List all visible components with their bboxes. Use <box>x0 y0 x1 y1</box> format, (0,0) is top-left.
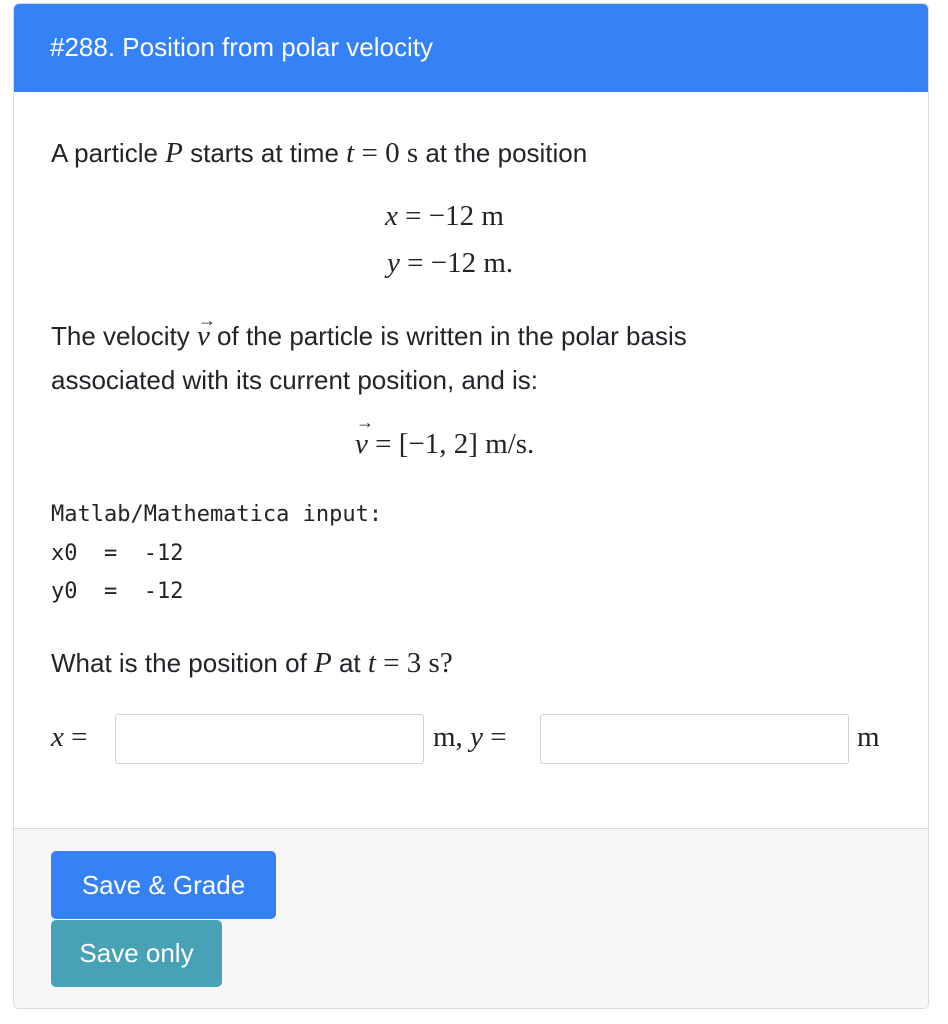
velocity-text-line-2: associated with its current position, and is: <box>51 365 539 395</box>
intro-sentence <box>51 131 587 175</box>
ask-particle-symbol: P <box>314 647 332 679</box>
y-variable: y <box>387 247 400 279</box>
intro-mid-text: starts at time <box>182 138 347 168</box>
y-position-equation <box>387 247 513 280</box>
particle-symbol: P <box>165 137 183 169</box>
ask-time-variable: t <box>367 647 376 679</box>
question-body <box>14 92 928 828</box>
velocity-text-end: of the particle is written in the polar basis <box>209 321 687 351</box>
answer-y-equals: = <box>482 721 507 753</box>
x-position-equation <box>385 200 504 233</box>
x-variable: x <box>385 200 398 232</box>
time-equation: = 0 s <box>354 137 419 169</box>
velocity-equation-value: = [−1, 2] m/s. <box>367 428 535 460</box>
velocity-text-start: The velocity <box>51 321 197 351</box>
question-prompt <box>51 641 453 685</box>
card-header <box>14 4 928 92</box>
save-only-button[interactable]: Save only <box>51 920 222 987</box>
velocity-equation <box>355 428 534 461</box>
code-x0: x0 = -12 <box>51 541 184 566</box>
answer-y-label <box>433 721 507 754</box>
y-equation-value: = −12 m. <box>399 247 514 279</box>
code-header: Matlab/Mathematica input: <box>51 502 383 527</box>
ask-text-mid: at <box>331 648 368 678</box>
intro-end-text: at the position <box>418 138 588 168</box>
question-card <box>13 3 929 1009</box>
x-equation-value: = −12 m <box>397 200 504 232</box>
answer-x-unit: m, <box>433 721 471 753</box>
question-title: #288. Position from polar velocity <box>50 31 433 62</box>
answer-y-variable: y <box>470 721 483 753</box>
answer-x-equals: = <box>63 721 88 753</box>
answer-y-unit: m <box>857 721 880 753</box>
time-variable: t <box>346 137 355 169</box>
code-y0: y0 = -12 <box>51 579 184 604</box>
velocity-equation-symbol: → v <box>355 428 368 461</box>
ask-text-start: What is the position of <box>51 648 315 678</box>
velocity-vector-symbol: → v <box>197 314 210 358</box>
answer-x-variable: x <box>51 721 64 753</box>
velocity-sentence-line-2 <box>51 358 538 402</box>
velocity-sentence-line-1 <box>51 314 687 358</box>
card-footer <box>14 828 928 1009</box>
answer-y-input[interactable] <box>540 714 849 764</box>
intro-text: A particle <box>51 138 166 168</box>
save-and-grade-button[interactable]: Save & Grade <box>51 851 276 919</box>
answer-x-label <box>51 721 87 754</box>
answer-x-input[interactable] <box>115 714 424 764</box>
ask-time-value: = 3 s? <box>375 647 453 679</box>
